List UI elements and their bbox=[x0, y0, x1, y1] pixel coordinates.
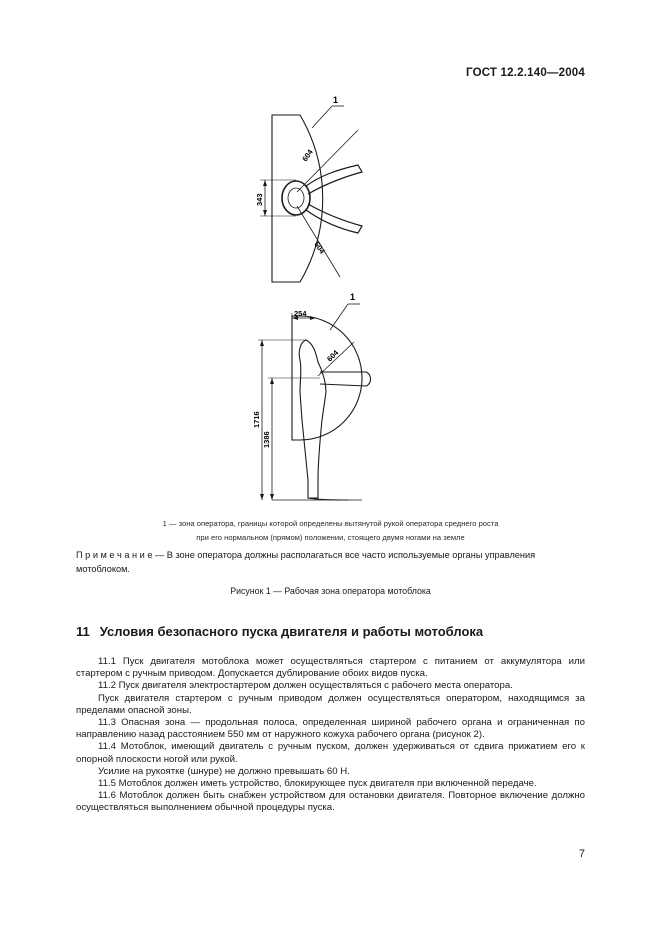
top-view-upper-arm bbox=[306, 165, 362, 194]
figure-legend-line-1: 1 — зона оператора, границы которой определены вытянутой рукой оператора среднего роста bbox=[162, 519, 499, 528]
top-view-dim-reach-lower: 604 bbox=[312, 239, 327, 256]
note-text: — В зоне оператора должны располагаться все часто используемые органы управления мотоблоком. bbox=[76, 550, 536, 574]
top-view-label: 1 bbox=[333, 95, 339, 105]
document-header: ГОСТ 12.2.140—2004 bbox=[466, 67, 585, 79]
side-view-dim-offset: 254 bbox=[294, 309, 307, 318]
paragraph: 11.5 Мотоблок должен иметь устройство, блокирующее пуск двигателя при включенной передаче. bbox=[98, 778, 537, 790]
paragraph: 11.2 Пуск двигателя электростартером должен осуществляться с рабочего места оператора. bbox=[98, 680, 513, 692]
figure-caption: Рисунок 1 — Рабочая зона оператора мотоблока bbox=[230, 586, 431, 596]
side-view-dim-reach: 604 bbox=[325, 348, 341, 364]
paragraph: Усилие на рукоятке (шнуре) не должно превышать 60 Н. bbox=[98, 765, 350, 777]
note-prefix: П р и м е ч а н и е bbox=[76, 550, 153, 560]
figure-legend-line-2: при его нормальном (прямом) положении, стоящего двумя ногами на земле bbox=[196, 533, 465, 542]
section-title: Условия безопасного пуска двигателя и работы мотоблока bbox=[99, 624, 484, 639]
side-view-dim-total-height: 1716 bbox=[252, 411, 261, 428]
top-view-head bbox=[282, 181, 310, 215]
section-body bbox=[76, 656, 585, 815]
figure-note bbox=[76, 548, 585, 576]
top-view-dim-width: 343 bbox=[255, 193, 264, 206]
side-view-human-figure bbox=[299, 340, 326, 498]
top-view-dim-reach-upper: 604 bbox=[300, 147, 315, 164]
top-view-zone-outline bbox=[272, 115, 323, 282]
top-view-lower-arm bbox=[306, 204, 362, 233]
paragraph: 11.3 Опасная зона — продольная полоса, определенная шириной рабочего органа и ограниченная по направлению назад расстоянием 550 мм от наружного кожуха рабочего органа (рисунок 2). bbox=[76, 717, 585, 741]
paragraph: Пуск двигателя стартером с ручным приводом должен осуществляться оператором, находящимся за пределами опасной зоны. bbox=[76, 692, 585, 716]
section-number: 11 bbox=[76, 624, 90, 639]
paragraph: 11.4 Мотоблок, имеющий двигатель с ручным пуском, должен удерживаться от сдвига прижатием его к опорной плоскости ногой или рукой. bbox=[76, 741, 585, 765]
paragraph: 11.6 Мотоблок должен быть снабжен устройством для остановки двигателя. Повторное включение должно осуществляться выполнением обычной процедуры пуска. bbox=[76, 790, 585, 814]
side-view-dim-shoulder-height: 1386 bbox=[262, 431, 271, 448]
page-number: 7 bbox=[578, 848, 585, 860]
section-heading bbox=[76, 624, 483, 639]
side-view-label: 1 bbox=[350, 292, 356, 302]
paragraph: 11.1 Пуск двигателя мотоблока может осуществляться стартером с питанием от аккумулятора или стартером с ручным приводом. Допускается дублирование обоих видов пуска. bbox=[76, 656, 585, 680]
